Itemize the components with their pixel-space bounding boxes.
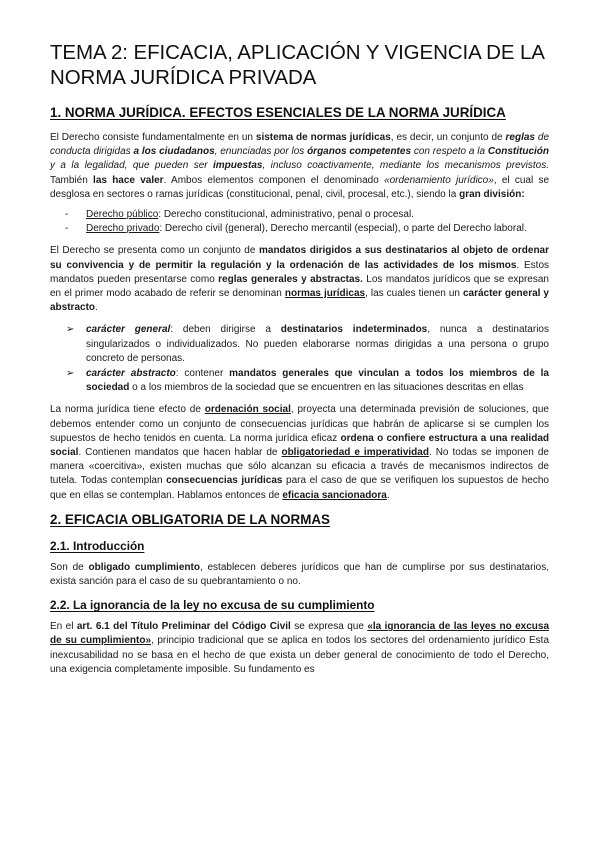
bold-underlined-term: «la ignorancia de las leyes no excusa de su cumplimiento» (50, 621, 550, 647)
text: , establecen deberes jurídicos que han de cumplirse por sus destinatarios, exista sanción para el caso de su quebrantamiento o no. (50, 561, 550, 588)
section-1-paragraph-1 (50, 131, 549, 202)
text: . Contienen mandatos que hacen hablar de (78, 447, 282, 459)
bold-term: gran división: (459, 188, 525, 200)
italic-text: «ordenamiento jurídico» (384, 174, 494, 186)
text: . (386, 489, 390, 501)
text: o a los miembros de la sociedad que se encuentren en las situaciones descritas en ellas (129, 382, 524, 394)
bold-term: ordena o confiere estructura a una realidad social (50, 432, 549, 459)
text: . Ambos elementos componen el denominado (163, 174, 385, 186)
bold-italic-term: reglas (505, 132, 535, 143)
text: El Derecho se presenta como un conjunto de (50, 245, 259, 257)
list-item (86, 208, 549, 222)
text: . Estos mandatos pueden presentarse como (50, 259, 550, 285)
law-divisions-list (50, 208, 549, 236)
bold-term: carácter general y abstracto (50, 288, 549, 314)
arrowhead-bullet-icon: ➢ (66, 324, 75, 336)
bold-italic-term: órganos competentes (307, 146, 412, 158)
arrowhead-bullet-icon: ➢ (66, 368, 75, 380)
underlined-term: Derecho público (86, 209, 159, 221)
bold-italic-term: Constitución (487, 146, 549, 158)
subsection-2-1-paragraph (50, 561, 549, 589)
bold-term: consecuencias jurídicas (166, 475, 283, 487)
text: . (95, 302, 98, 314)
section-1-paragraph-3 (50, 403, 549, 502)
subsection-2-2-paragraph (50, 620, 549, 677)
italic-text: y a la legalidad, que pueden ser (50, 160, 214, 172)
bold-term: sistema de normas jurídicas (255, 132, 391, 143)
document-title: TEMA 2: EFICACIA, APLICACIÓN Y VIGENCIA DE LA NORMA JURÍDICA PRIVADA (50, 41, 544, 89)
bold-term: reglas generales y abstractas. (218, 273, 363, 285)
bold-underlined-term: normas jurídicas (284, 288, 366, 300)
bold-term: mandatos generales que vinculan a todos los miembros de la sociedad (86, 368, 549, 394)
text: . No todas se imponen de manera «coercitiva», existen muchas que sólo alcanzan su eficacia a través de mecanismos indirectos de tutela. Todas contemplan (50, 447, 549, 487)
italic-text: , incluso coactivamente, mediante los mecanismos previstos. (262, 160, 549, 172)
section-1-heading: 1. NORMA JURÍDICA. EFECTOS ESENCIALES DE LA NORMA JURÍDICA (50, 105, 506, 120)
section-2-heading: 2. EFICACIA OBLIGATORIA DE LA NORMAS (50, 511, 330, 527)
text: , nunca a destinatarios singularizados o individualizados. No pueden elaborarse normas dirigidas a una persona o grupo concreto de personas. (86, 324, 549, 364)
list-item (66, 367, 549, 395)
text: , proyecta una determinada previsión de soluciones, que debemos entender como un conjunto de consecuencias jurídicas que habrán de aplicarse si se cumplen los supuestos de hecho tenidos en cuenta. La norma jurídica eficaz (50, 404, 549, 444)
characteristics-list (50, 323, 549, 395)
text: La norma jurídica tiene efecto de (50, 404, 205, 416)
text: : Derecho civil (general), Derecho mercantil (especial), o parte del Derecho laboral. (159, 223, 527, 235)
text: , es decir, un conjunto de (390, 132, 506, 143)
text: : deben dirigirse a (170, 324, 281, 336)
italic-text: , enunciadas por los (214, 146, 308, 158)
text: , principio tradicional que se aplica en todos los sectores del ordenamiento jurídico Esta inexcusabilidad no se basa en el hecho de que exista un deber general de conocimiento de todo el Derecho, una exigencia completamente imposible. Su fundamento es (50, 635, 550, 675)
text: , las cuales tienen un (365, 288, 463, 300)
bold-underlined-term: ordenación social (204, 404, 291, 416)
bold-italic-term: a los ciudadanos (133, 146, 215, 158)
underlined-term: Derecho privado (86, 223, 160, 235)
bold-italic-term: carácter general (86, 324, 171, 336)
italic-text: de conducta dirigidas (50, 132, 550, 158)
bold-term: obligado cumplimiento (88, 561, 200, 573)
list-item (66, 323, 549, 366)
bold-underlined-term: obligatoriedad e imperatividad (281, 447, 429, 459)
subsection-2-1-heading: 2.1. Introducción (50, 538, 145, 553)
bold-term: mandatos dirigidos a sus destinatarios al objeto de ordenar su convivencia y de permitir la regulación y la ordenación de las actividades de los mismos (50, 245, 550, 271)
bold-term: art. 6.1 del Título Preliminar del Código Civil (76, 621, 291, 633)
bold-term: las hace valer (93, 174, 164, 186)
text: para el caso de que se verifiquen los supuestos de hecho que en ellas se contemplan. Hablamos entonces de (50, 475, 549, 501)
subsection-2-2-heading: 2.2. La ignorancia de la ley no excusa de su cumplimiento (50, 598, 375, 613)
text: También (50, 174, 94, 186)
list-item (86, 222, 549, 236)
text: El Derecho consiste fundamentalmente en un (50, 132, 256, 143)
bold-italic-term: carácter abstracto (86, 368, 176, 380)
bold-term: destinatarios indeterminados (280, 324, 428, 336)
text: : contener (175, 368, 230, 380)
text: Los mandatos jurídicos que se expresan en el primer modo acabado de referir se denominan (50, 273, 549, 300)
text: Son de (50, 561, 89, 573)
text: , el cual se desglosa en sectores o ramas jurídicas (constitucional, penal, civil, procesal, etc.), siendo la (50, 174, 550, 200)
text: se expresa que (290, 621, 368, 633)
bold-italic-term: impuestas (213, 160, 263, 172)
text: En el (50, 621, 77, 633)
section-1-paragraph-2 (50, 244, 549, 315)
text: : Derecho constitucional, administrativo, penal o procesal. (158, 209, 414, 221)
bold-underlined-term: eficacia sancionadora (282, 489, 387, 501)
italic-text: con respeto a la (411, 146, 488, 158)
